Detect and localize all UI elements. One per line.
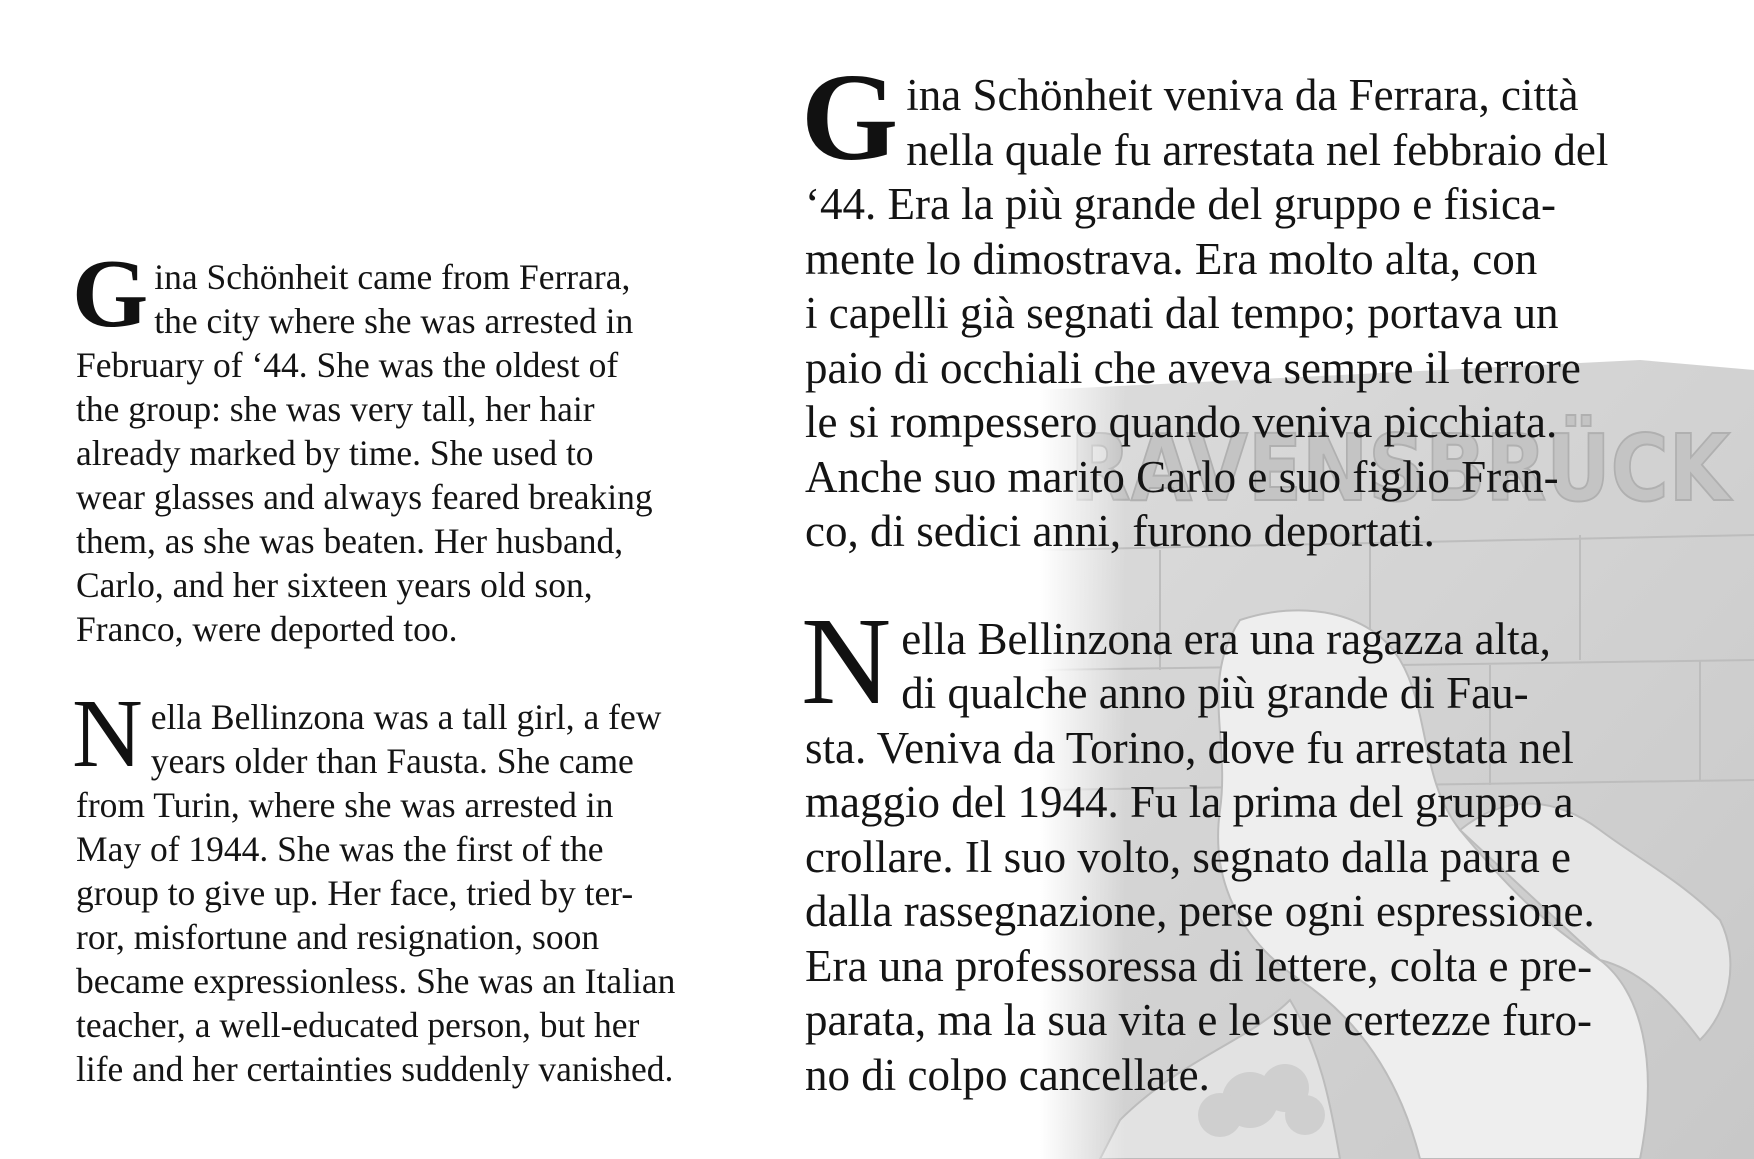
text-line: years older than Fausta. She came xyxy=(150,741,634,781)
text-line: maggio del 1944. Fu la prima del gruppo a xyxy=(805,777,1574,827)
text-line: parata, ma la sua vita e le sue certezze furo- xyxy=(805,995,1593,1045)
text-line: ella Bellinzona was a tall girl, a few xyxy=(150,697,662,737)
text-line: paio di occhiali che aveva sempre il terrore xyxy=(805,342,1581,393)
text-line: May of 1944. She was the first of the xyxy=(76,829,604,869)
text-line: them, as she was beaten. Her husband, xyxy=(76,521,624,561)
text-line: ella Bellinzona era una ragazza alta, xyxy=(901,613,1551,664)
text-line: le si rompessero quando veniva picchiata. xyxy=(805,397,1558,447)
text-line: no di colpo cancellate. xyxy=(805,1049,1210,1100)
text-line: ina Schönheit came from Ferrara, xyxy=(154,257,631,297)
text-line: from Turin, where she was arrested in xyxy=(76,785,614,825)
italian-column xyxy=(801,49,1695,1102)
text-line: Carlo, and her sixteen years old son, xyxy=(76,565,593,605)
text-line: mente lo dimostrava. Era molto alta, con xyxy=(805,233,1538,284)
english-paragraph-gina xyxy=(72,240,736,651)
text-line: nella quale fu arrestata nel febbraio del xyxy=(906,124,1609,175)
text-line: Era una professoressa di lettere, colta e pre- xyxy=(805,940,1593,991)
text-line: ‘44. Era la più grande del gruppo e fisica- xyxy=(805,179,1556,229)
text-line: ina Schönheit veniva da Ferrara, città xyxy=(906,70,1579,120)
text-line: wear glasses and always feared breaking xyxy=(76,477,653,517)
text-line: became expressionless. She was an Italian xyxy=(76,961,676,1001)
text-line: i capelli già segnati dal tempo; portava un xyxy=(805,288,1559,338)
text-line: teacher, a well-educated person, but her xyxy=(76,1005,640,1045)
text-line: the group: she was very tall, her hair xyxy=(76,389,595,429)
text-line: di qualche anno più grande di Fau- xyxy=(901,668,1529,718)
text-line: group to give up. Her face, tried by ter- xyxy=(76,873,634,913)
text-line: co, di sedici anni, furono deportati. xyxy=(805,506,1435,556)
text-line: Franco, were deported too. xyxy=(76,609,458,649)
text-line: crollare. Il suo volto, segnato dalla paura e xyxy=(805,831,1571,882)
italian-paragraph-gina xyxy=(801,49,1695,559)
drop-cap: N xyxy=(72,680,143,788)
drop-cap: G xyxy=(801,49,899,187)
text-line: dalla rassegnazione, perse ogni espressione. xyxy=(805,886,1595,936)
text-line: February of ‘44. She was the oldest of xyxy=(76,345,619,385)
text-line: life and her certainties suddenly vanished. xyxy=(76,1049,674,1089)
italian-paragraph-nella xyxy=(801,592,1695,1103)
text-line: Anche suo marito Carlo e suo figlio Fran- xyxy=(805,451,1559,502)
english-column xyxy=(72,240,736,1091)
text-line: the city where she was arrested in xyxy=(154,301,634,341)
english-paragraph-nella xyxy=(72,680,736,1091)
drop-cap: G xyxy=(72,240,149,348)
text-line: ror, misfortune and resignation, soon xyxy=(76,917,600,957)
text-line: sta. Veniva da Torino, dove fu arrestata nel xyxy=(805,722,1574,773)
text-line: already marked by time. She used to xyxy=(76,433,594,473)
drop-cap: N xyxy=(801,592,892,731)
